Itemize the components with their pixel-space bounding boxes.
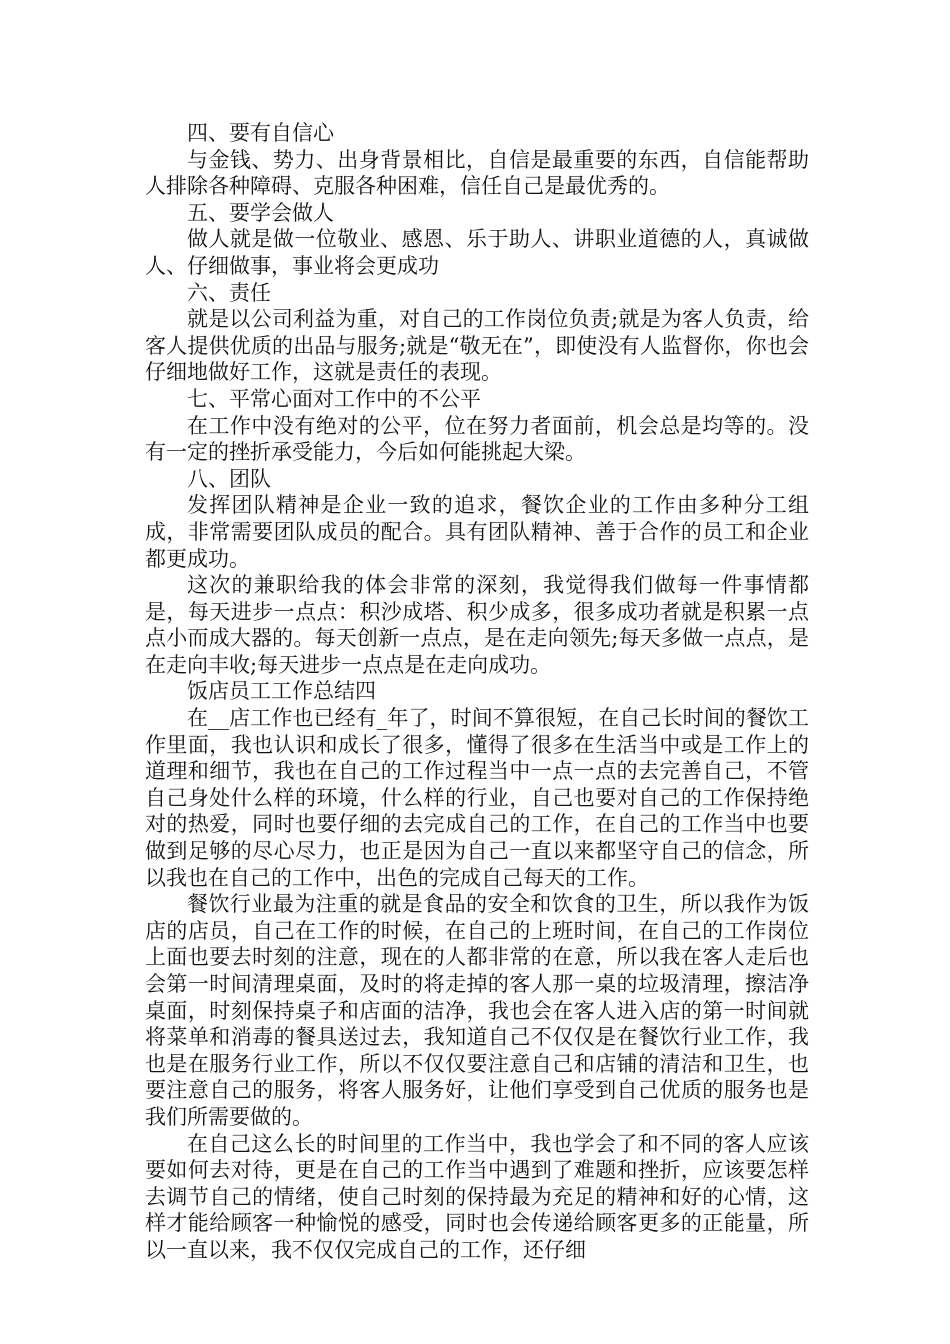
section-heading: 六、责任 xyxy=(187,280,271,305)
body-paragraph: 在工作中没有绝对的公平，位在努力者面前，机会总是均等的。没有一定的挫折承受能力，今后如何能挑起大梁。 xyxy=(145,413,809,465)
body-paragraph: 发挥团队精神是企业一致的追求，餐饮企业的工作由多种分工组成，非常需要团队成员的配合。具有团队精神、善于合作的员工和企业都更成功。 xyxy=(145,493,809,571)
body-paragraph: 就是以公司利益为重，对自己的工作岗位负责;就是为客人负责，给客人提供优质的出品与服务;就是“敬无在”，即使没有人监督你，你也会仔细地做好工作，这就是责任的表现。 xyxy=(145,307,809,385)
body-paragraph: 在自己这么长的时间里的工作当中，我也学会了和不同的客人应该要如何去对待，更是在自己的工作当中遇到了难题和挫折，应该要怎样去调节自己的情绪，使自己时刻的保持最为充足的精神和好的心情，这样才能给顾客一种愉悦的感受，同时也会传递给顾客更多的正能量，所以一直以来，我不仅仅完成自己的工作，还仔细 xyxy=(145,1131,809,1262)
section-heading: 七、平常心面对工作中的不公平 xyxy=(187,386,481,411)
body-paragraph: 这次的兼职给我的体会非常的深刻，我觉得我们做每一件事情都是，每天进步一点点：积沙成塔、积少成多，很多成功者就是积累一点点小而成大器的。每天创新一点点，是在走向领先;每天多做一点点，是在走向丰收;每天进步一点点是在走向成功。 xyxy=(145,573,809,677)
section-heading: 五、要学会做人 xyxy=(187,200,334,225)
section-heading: 八、团队 xyxy=(187,466,271,491)
document-page xyxy=(145,120,809,1264)
body-paragraph: 与金钱、势力、出身背景相比，自信是最重要的东西，自信能帮助人排除各种障碍、克服各种困难，信任自己是最优秀的。 xyxy=(145,147,809,199)
body-paragraph: 做人就是做一位敬业、感恩、乐于助人、讲职业道德的人，真诚做人、仔细做事，事业将会更成功 xyxy=(145,227,809,278)
body-paragraph: 餐饮行业最为注重的就是食品的安全和饮食的卫生，所以我作为饭店的店员，自己在工作的时候，在自己的上班时间，在自己的工作岗位上面也要去时刻的注意，现在的人都非常的在意，所以我在客人走后也会第一时间清理桌面，及时的将走掉的客人那一桌的垃圾清理，擦洁净桌面，时刻保持桌子和店面的洁净，我也会在客人进入店的第一时间就将菜单和消毒的餐具送过去，我知道自己不仅仅是在餐饮行业工作，我也是在服务行业工作，所以不仅仅要注意自己和店铺的清洁和卫生，也要注意自己的服务，将客人服务好，让他们享受到自己优质的服务也是我们所需要做的。 xyxy=(145,892,809,1129)
section-heading: 饭店员工工作总结四 xyxy=(187,679,376,704)
body-paragraph: 在__店工作也已经有_年了，时间不算很短，在自己长时间的餐饮工作里面，我也认识和成长了很多，懂得了很多在生活当中或是工作上的道理和细节，我也在自己的工作过程当中一点一点的去完善自己，不管自己身处什么样的环境，什么样的行业，自己也要对自己的工作保持绝对的热爱，同时也要仔细的去完成自己的工作，在自己的工作当中也要做到足够的尽心尽力，也正是因为自己一直以来都坚守自己的信念，所以我也在自己的工作中，出色的完成自己每天的工作。 xyxy=(145,706,809,890)
section-heading: 四、要有自信心 xyxy=(187,121,334,145)
